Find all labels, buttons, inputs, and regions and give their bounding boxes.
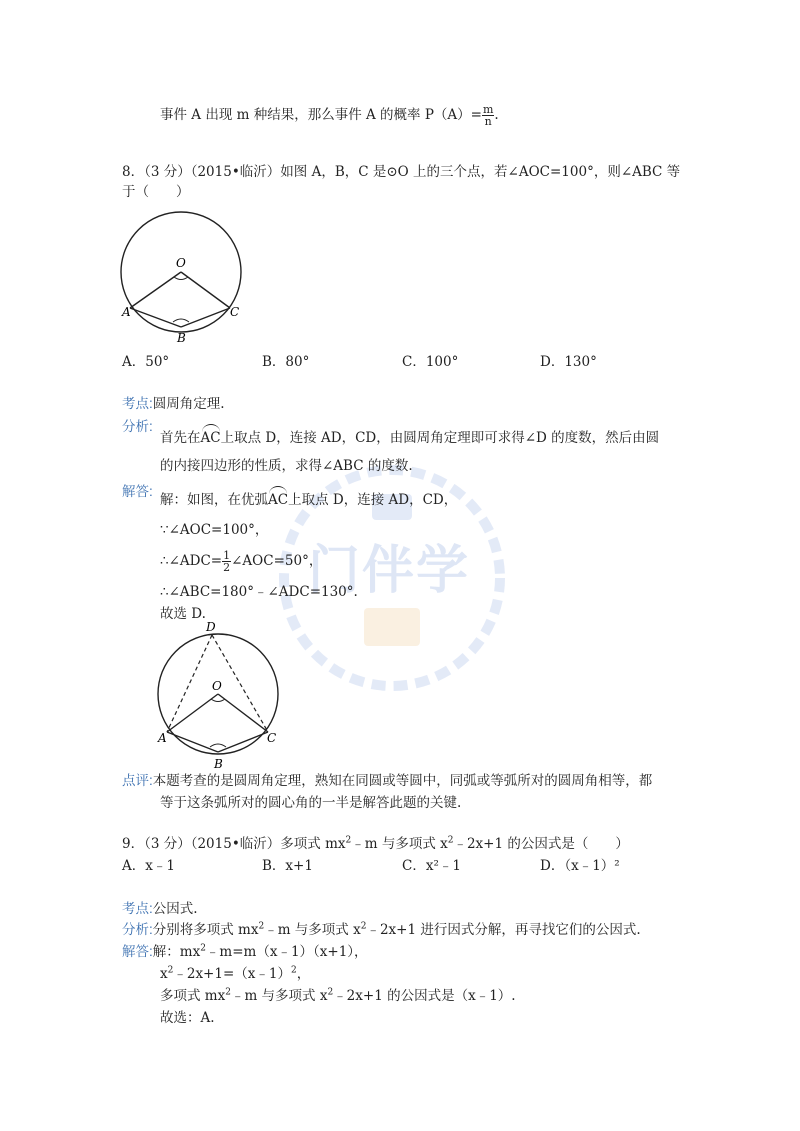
q8-step1: ∵∠AOC=100°， bbox=[160, 522, 269, 538]
q8-choose: 故选 D. bbox=[160, 606, 206, 622]
arc-ac: AC bbox=[200, 430, 221, 446]
intro-line bbox=[160, 104, 499, 127]
intro-text: 事件 A 出现 m 种结果，那么事件 A 的概率 P（A）= bbox=[160, 107, 482, 123]
kaodian-label: 考点: bbox=[122, 396, 153, 411]
q8-fenxi-label: 分析: bbox=[122, 419, 153, 434]
label-a: A bbox=[158, 731, 167, 745]
q8-jieda-label: 解答: bbox=[122, 484, 153, 499]
q9-jieda-line2: $x^2﹣2x+1=(x﹣1)^2$， bbox=[160, 965, 311, 982]
q8-option-d: D．130° bbox=[540, 354, 597, 370]
q8-figure-circle-d bbox=[154, 618, 290, 776]
intro-fraction bbox=[482, 104, 494, 127]
q8-step2: ∴∠ADC= $\frac{1}{2}$ ∠AOC=50°， bbox=[160, 549, 323, 574]
q8-jieda-line1: 解：如图，在优弧AC上取点 D，连接 AD，CD， bbox=[160, 492, 458, 508]
q9-option-c: C．x²﹣1 bbox=[402, 858, 461, 874]
label-a: A bbox=[122, 305, 131, 319]
q8-option-b: B．80° bbox=[262, 354, 310, 370]
label-c: C bbox=[267, 731, 277, 745]
q9-option-b: B．x+1 bbox=[262, 858, 313, 874]
intro-period: . bbox=[494, 107, 499, 123]
q8-fenxi-line2: 的内接四边形的性质，求得∠ABC 的度数. bbox=[160, 458, 413, 474]
intro-frac-den: n bbox=[484, 115, 492, 128]
q8-header-line2: 于（ ） bbox=[122, 184, 190, 200]
q9-option-d: D．（x﹣1）² bbox=[540, 858, 620, 874]
label-b: B bbox=[177, 331, 186, 345]
q8-header-line1: 8．（3 分）（2015•临沂）如图 A，B，C 是⊙O 上的三个点，若∠AOC=100°，则∠ABC 等 bbox=[122, 164, 681, 180]
q8-step3: ∴∠ABC=180°﹣∠ADC=130°. bbox=[160, 584, 358, 600]
q8-fenxi-line1: 首先在AC上取点 D，连接 AD，CD，由圆周角定理即可求得∠D 的度数，然后由圆 bbox=[160, 430, 660, 446]
half-fraction: $\frac{1}{2}$ bbox=[223, 549, 231, 574]
label-o: O bbox=[176, 256, 186, 270]
label-b: B bbox=[214, 757, 223, 771]
intro-frac-num: m bbox=[482, 103, 494, 116]
q8-option-a: A．50° bbox=[122, 354, 170, 370]
q8-dianping-line1: 点评:本题考查的是圆周角定理，熟知在同圆或等圆中，同弧或等弧所对的圆周角相等，都 bbox=[122, 773, 653, 789]
q9-option-a: A．x﹣1 bbox=[122, 858, 175, 874]
q8-figure-circle bbox=[118, 200, 248, 350]
q8-kaodian: 考点:圆周角定理. bbox=[122, 396, 225, 412]
q9-kaodian: 考点:公因式. bbox=[122, 901, 198, 917]
q9-choose: 故选：A. bbox=[160, 1010, 215, 1026]
label-o: O bbox=[212, 679, 222, 693]
arc-ac-major: AC bbox=[268, 492, 289, 508]
q9-jieda-line3: 多项式 $mx^2﹣m$ 与多项式 $x^2﹣2x+1$ 的公因式是（x﹣1）. bbox=[160, 987, 516, 1004]
label-d: D bbox=[206, 620, 216, 634]
watermark-text: 门伴学 bbox=[308, 541, 471, 601]
q9-header: 9．（3 分）（2015•临沂）多项式 $mx^2﹣m$ 与多项式 $x^2﹣2x+1$ 的公因式是（ ） bbox=[122, 835, 629, 852]
q9-fenxi: 分析:分别将多项式 $mx^2﹣m$ 与多项式 $x^2﹣2x+1$ 进行因式分解，再寻找它们的公因式. bbox=[122, 921, 641, 938]
q9-jieda-line1: 解答:解：$mx^2﹣m=m(x﹣1)(x+1)$， bbox=[122, 943, 368, 960]
label-c: C bbox=[230, 305, 240, 319]
q8-dianping-line2: 等于这条弧所对的圆心角的一半是解答此题的关键. bbox=[160, 795, 462, 811]
q8-option-c: C．100° bbox=[402, 354, 459, 370]
